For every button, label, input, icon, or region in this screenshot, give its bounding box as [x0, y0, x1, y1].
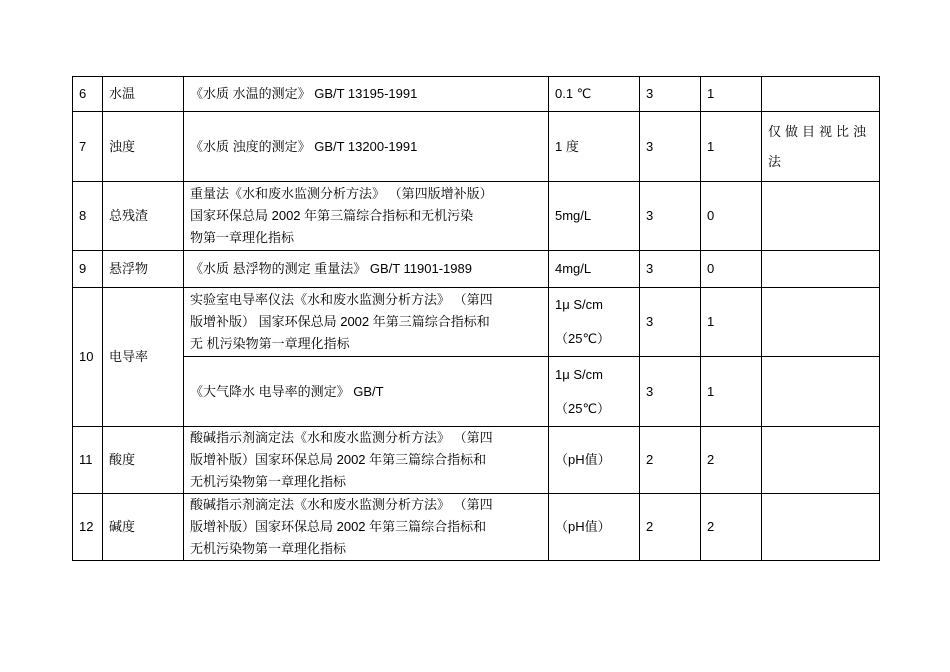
method-line: 国家环保总局 2002 年第三篇综合指标和无机污染: [190, 208, 474, 223]
method-line: 版增补版） 国家环保总局 2002 年第三篇综合指标和: [190, 314, 490, 329]
method-line: 重量法《水和废水监测分析方法》 （第四版增补版）: [190, 186, 493, 201]
count-a: 3: [640, 182, 701, 251]
note-line: 法: [768, 153, 786, 169]
note-cell: [762, 427, 880, 494]
count-a: 3: [640, 77, 701, 112]
method-cell: [184, 427, 549, 494]
limit-line: 1μ S/cm: [555, 366, 603, 382]
note-cell: [762, 357, 880, 427]
method-line: 实验室电导率仪法《水和废水监测分析方法》 （第四: [190, 292, 493, 307]
limit-cell: [549, 427, 640, 494]
count-b: 0: [701, 251, 762, 288]
limit-cell: [549, 112, 640, 182]
note-cell: [762, 288, 880, 357]
method-line: 《水质 水温的测定》 GB/T 13195-1991: [190, 86, 418, 101]
table-body: [73, 77, 880, 561]
method-cell: [184, 251, 549, 288]
method-line: 版增补版）国家环保总局 2002 年第三篇综合指标和: [190, 519, 487, 534]
limit-cell: [549, 357, 640, 427]
item-name: 悬浮物: [103, 251, 184, 288]
table-row: [73, 288, 880, 357]
count-a: 3: [640, 112, 701, 182]
table-row: [73, 182, 880, 251]
count-b: 0: [701, 182, 762, 251]
count-a: 2: [640, 494, 701, 561]
method-cell: [184, 77, 549, 112]
limit-cell: [549, 182, 640, 251]
limit-line: 4mg/L: [555, 261, 592, 276]
count-a: 3: [640, 251, 701, 288]
method-line: 酸碱指示剂滴定法《水和废水监测分析方法》 （第四: [190, 497, 493, 512]
row-number: 8: [73, 182, 103, 251]
note-cell: [762, 494, 880, 561]
count-b: 1: [701, 357, 762, 427]
limit-cell: [549, 288, 640, 357]
method-cell: [184, 288, 549, 357]
note-cell: [762, 112, 880, 182]
item-name: 碱度: [103, 494, 184, 561]
method-line: 版增补版）国家环保总局 2002 年第三篇综合指标和: [190, 452, 487, 467]
table-row: [73, 77, 880, 112]
item-name: 总残渣: [103, 182, 184, 251]
method-line: 《大气降水 电导率的测定》 GB/T: [190, 383, 384, 399]
table-row: [73, 112, 880, 182]
method-line: 《水质 浊度的测定》 GB/T 13200-1991: [190, 138, 418, 154]
limit-cell: [549, 77, 640, 112]
note-line: 仅做目视比浊: [768, 123, 871, 139]
limit-line: 5mg/L: [555, 208, 592, 223]
count-a: 2: [640, 427, 701, 494]
row-number: 6: [73, 77, 103, 112]
row-number: 12: [73, 494, 103, 561]
limit-line: （pH值）: [555, 519, 611, 534]
method-line: 无 机污染物第一章理化指标: [190, 336, 350, 351]
count-b: 2: [701, 494, 762, 561]
standards-table: [72, 76, 880, 561]
method-cell: [184, 357, 549, 427]
note-cell: [762, 251, 880, 288]
count-b: 1: [701, 77, 762, 112]
row-number: 9: [73, 251, 103, 288]
count-a: 3: [640, 357, 701, 427]
limit-line: （25℃）: [555, 400, 611, 416]
table-row: [73, 494, 880, 561]
limit-cell: [549, 494, 640, 561]
limit-cell: [549, 251, 640, 288]
method-line: 无机污染物第一章理化指标: [190, 541, 347, 556]
method-line: 《水质 悬浮物的测定 重量法》 GB/T 11901-1989: [190, 261, 472, 276]
item-name: 电导率: [103, 288, 184, 427]
table-row: [73, 427, 880, 494]
item-name: 水温: [103, 77, 184, 112]
table-row: [73, 357, 880, 427]
item-name: 酸度: [103, 427, 184, 494]
row-number: 10: [73, 288, 103, 427]
row-number: 7: [73, 112, 103, 182]
method-line: 物第一章理化指标: [190, 230, 295, 245]
method-line: 酸碱指示剂滴定法《水和废水监测分析方法》 （第四: [190, 430, 493, 445]
limit-line: （pH值）: [555, 452, 611, 467]
count-b: 2: [701, 427, 762, 494]
method-cell: [184, 112, 549, 182]
table-row: [73, 251, 880, 288]
count-b: 1: [701, 288, 762, 357]
limit-line: 0.1 ℃: [555, 86, 592, 101]
count-b: 1: [701, 112, 762, 182]
limit-line: 1 度: [555, 138, 579, 154]
limit-line: （25℃）: [555, 331, 611, 346]
row-number: 11: [73, 427, 103, 494]
method-cell: [184, 494, 549, 561]
item-name: 浊度: [103, 112, 184, 182]
note-cell: [762, 182, 880, 251]
note-cell: [762, 77, 880, 112]
limit-line: 1μ S/cm: [555, 297, 603, 312]
count-a: 3: [640, 288, 701, 357]
method-cell: [184, 182, 549, 251]
method-line: 无机污染物第一章理化指标: [190, 474, 347, 489]
